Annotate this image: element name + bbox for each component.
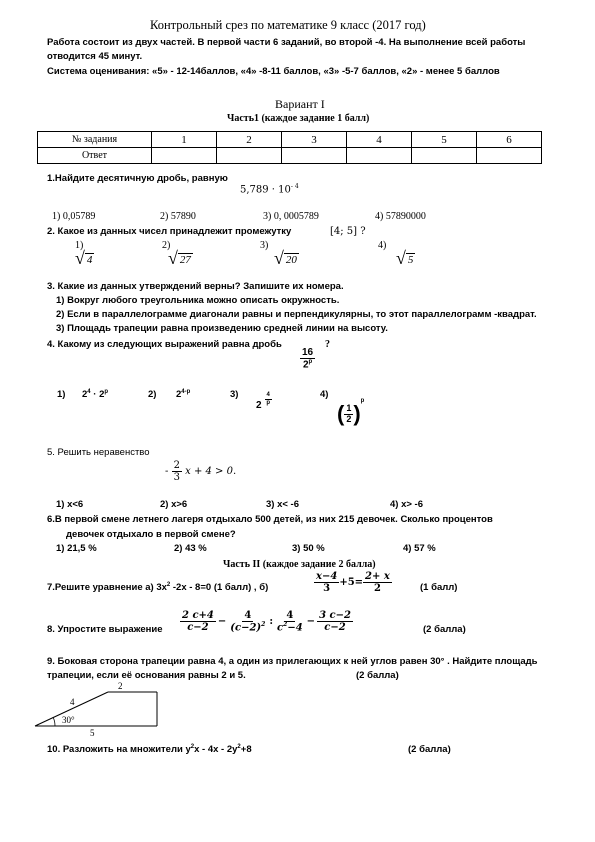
q4-opt1-rest-exp: p <box>104 389 109 395</box>
answer-table <box>37 131 542 164</box>
q2-interval: [4; 5] ? <box>330 226 366 237</box>
q10-points: (2 балла) <box>408 744 451 755</box>
q4-label-1: 1) <box>57 389 66 400</box>
table-cell-number: 3 <box>282 132 347 148</box>
q1-expr-base: 5,789 · 10 <box>240 184 291 196</box>
q8-points: (2 балла) <box>423 624 466 635</box>
answer-cell[interactable] <box>412 148 477 164</box>
q1-option-3: 3) 0, 0005789 <box>263 211 319 222</box>
q7-text-rest: -2x - 8=0 (1 балл) , б) <box>170 582 269 594</box>
q10-text <box>47 744 252 755</box>
q5-inequality <box>165 460 236 483</box>
q6-option-2: 2) 43 % <box>174 543 207 554</box>
q4-opt1-exp: 4 <box>87 389 91 395</box>
q8-divide: : <box>269 616 274 628</box>
q4-label-3: 3) <box>230 389 239 400</box>
q9-line-2: трапеции, если её основания равны 2 и 5. <box>47 670 246 681</box>
q3-item-2: 2) Если в параллелограмме диагонали равны и перпендикулярны, то этот параллелограмм -квадрат. <box>56 309 537 320</box>
q8-f4-num: 3 c−2 <box>319 610 351 622</box>
q6-line-2: девочек отдыхало в первой смене? <box>66 529 236 540</box>
q2-radicand: 4 <box>86 253 93 266</box>
q9-label-angle: 30° <box>62 715 75 725</box>
q1-expr-exp: - 4 <box>290 183 299 190</box>
q6-option-3: 3) 50 % <box>292 543 325 554</box>
q7-plus5: +5= <box>339 577 364 588</box>
table-cell-number: 6 <box>477 132 542 148</box>
q8-minus-1: − <box>217 616 227 628</box>
q2-option-1 <box>75 249 94 267</box>
q4-text: 4. Какому из следующих выражений равна дробь <box>47 339 282 350</box>
q1-option-1: 1) 0,05789 <box>52 211 96 222</box>
q3-item-1: 1) Вокруг любого треугольника можно описать окружность. <box>56 295 340 306</box>
q2-radicand: 27 <box>179 253 191 266</box>
q4-opt3-exp-den: p <box>266 399 271 406</box>
q4-opt1-rest: · 2 <box>90 389 105 401</box>
answer-cell[interactable] <box>347 148 412 164</box>
q4-frac-numerator: 16 <box>302 347 314 358</box>
q7-num1: x−4 <box>316 571 338 582</box>
q9-label-side: 4 <box>70 697 75 707</box>
q6-option-1: 1) 21,5 % <box>56 543 97 554</box>
q10-exp-1: 2 <box>190 744 195 750</box>
q8-f3-den-rest: −4 <box>287 622 303 634</box>
angle-arc <box>53 717 55 726</box>
q4-opt2-base: 2 <box>176 389 182 401</box>
q6-line-1: 6.В первой смене летнего лагеря отдыхало 500 детей, из них 215 девочек. Сколько процентов <box>47 514 493 525</box>
q8-f3-den-exp: 2 <box>283 621 288 628</box>
table-cell-number: 4 <box>347 132 412 148</box>
q7-text <box>47 582 268 593</box>
q1-option-2: 2) 57890 <box>160 211 196 222</box>
document-title: Контрольный срез по математике 9 класс (2017 год) <box>150 18 426 32</box>
trapezoid-figure <box>30 680 160 740</box>
q4-question-mark: ? <box>325 339 330 350</box>
grading-system: Система оценивания: «5» - 12-14баллов, «4» -8-11 баллов, «3» -5-7 баллов, «2» - менее 5 баллов <box>47 66 500 77</box>
q1-text: 1.Найдите десятичную дробь, равную <box>47 173 228 184</box>
radical-sign: √ <box>274 248 284 268</box>
answer-cell[interactable] <box>282 148 347 164</box>
q7-text-start: 7.Решите уравнение а) 3x <box>47 582 167 594</box>
q5-option-4: 4) x> -6 <box>390 499 424 510</box>
q5-minus: - <box>165 466 169 477</box>
q4-fraction <box>300 347 315 370</box>
q7-points: (1 балл) <box>420 582 458 593</box>
q8-f1-num: 2 c+4 <box>182 610 214 622</box>
q7-equation-b <box>314 571 392 594</box>
q9-line-1: 9. Боковая сторона трапеции равна 4, а один из прилегающих к ней углов равен 30° . Найдите площадь <box>47 656 538 667</box>
q4-frac-den-base: 2 <box>302 359 309 371</box>
q2-radicand: 5 <box>407 253 414 266</box>
q8-f4-den: c−2 <box>324 622 346 634</box>
answer-cell[interactable] <box>477 148 542 164</box>
q4-label-4: 4) <box>320 389 329 400</box>
table-row-answers <box>38 148 542 164</box>
q9-label-bottom: 5 <box>90 728 95 738</box>
q4-opt3-base: 2 <box>256 400 262 411</box>
q1-expression <box>240 183 299 195</box>
q2-label-1: 1) <box>75 240 84 251</box>
q8-f3-den: c <box>277 622 284 634</box>
q8-minus-2: − <box>306 616 316 628</box>
q4-option-4: ( $\frac{1}{2}$ )$^p$ <box>337 398 365 426</box>
part1-title: Часть1 (каждое задание 1 балл) <box>227 113 370 124</box>
q2-option-3 <box>274 249 299 267</box>
q2-option-4 <box>396 249 415 267</box>
table-header-answer: Ответ <box>38 148 152 164</box>
answer-cell[interactable] <box>152 148 217 164</box>
q4-frac-den-exp: p <box>308 359 313 365</box>
q4-option-1 <box>82 389 108 400</box>
q9-label-top: 2 <box>118 681 123 691</box>
intro-line-2: отводится 45 минут. <box>47 51 143 62</box>
q7-den1: 3 <box>323 583 331 594</box>
q4-option-3 <box>256 392 272 414</box>
q8-f2-den-exp: 2 <box>261 621 266 628</box>
q8-f1-den: c−2 <box>187 622 209 634</box>
q2-label-3: 3) <box>260 240 269 251</box>
radical-sign: √ <box>75 248 85 268</box>
q8-f3-num: 4 <box>286 610 294 621</box>
q8-f2-num: 4 <box>244 610 252 621</box>
q4-opt4-num: 1 <box>346 402 352 413</box>
q10-text-start: 10. Разложить на множители y <box>47 744 191 756</box>
q2-radicand: 20 <box>285 253 297 266</box>
table-cell-number: 2 <box>217 132 282 148</box>
intro-line-1: Работа состоит из двух частей. В первой части 6 заданий, во второй -4. На выполнение всей работы <box>47 37 526 48</box>
q9-points: (2 балла) <box>356 670 399 681</box>
q5-frac-den: 3 <box>173 472 180 483</box>
part2-title: Часть II (каждое задание 2 балла) <box>223 559 376 570</box>
radical-sign: √ <box>168 248 178 268</box>
table-row-numbers <box>38 132 542 148</box>
q4-opt2-exp: 4-p <box>181 389 191 395</box>
q1-option-4: 4) 57890000 <box>375 211 426 222</box>
q7-exp: 2 <box>166 582 171 588</box>
q5-rest: x + 4 > 0. <box>185 466 237 477</box>
variant-title: Вариант I <box>275 97 325 111</box>
q8-expression <box>180 610 353 633</box>
q8-text: 8. Упростите выражение <box>47 624 163 635</box>
q10-exp-2: 2 <box>237 744 241 750</box>
q5-text: 5. Решить неравенство <box>47 447 150 458</box>
q10-mid: x - 4x - 2y <box>194 744 238 756</box>
q5-frac-num: 2 <box>173 460 180 471</box>
q4-label-2: 2) <box>148 389 157 400</box>
q4-opt4-den: 2 <box>346 413 352 424</box>
q4-opt3-exp-num: 4 <box>266 392 270 398</box>
q5-option-1: 1) x<6 <box>56 499 84 510</box>
radical-sign: √ <box>396 248 406 268</box>
q5-option-3: 3) x< -6 <box>266 499 300 510</box>
table-header-task-number: № задания <box>38 132 152 148</box>
answer-cell[interactable] <box>217 148 282 164</box>
q2-option-2 <box>168 249 193 267</box>
table-cell-number: 5 <box>412 132 477 148</box>
table-cell-number: 1 <box>152 132 217 148</box>
q2-label-4: 4) <box>378 240 387 251</box>
q3-item-3: 3) Площадь трапеции равна произведению средней линии на высоту. <box>56 323 388 334</box>
q7-num2: 2+ x <box>365 571 390 582</box>
q7-den2: 2 <box>373 583 381 594</box>
q4-opt4-exp: p <box>360 398 365 405</box>
q3-text: 3. Какие из данных утверждений верны? Запишите их номера. <box>47 281 344 292</box>
q2-text: 2. Какое из данных чисел принадлежит промежутку <box>47 226 292 237</box>
q4-option-2 <box>176 389 190 400</box>
q6-option-4: 4) 57 % <box>403 543 436 554</box>
q4-opt1-base: 2 <box>82 389 88 401</box>
q2-label-2: 2) <box>162 240 171 251</box>
q10-end: +8 <box>240 744 252 756</box>
q5-option-2: 2) x>6 <box>160 499 188 510</box>
q8-f2-den: (c−2) <box>230 622 262 634</box>
